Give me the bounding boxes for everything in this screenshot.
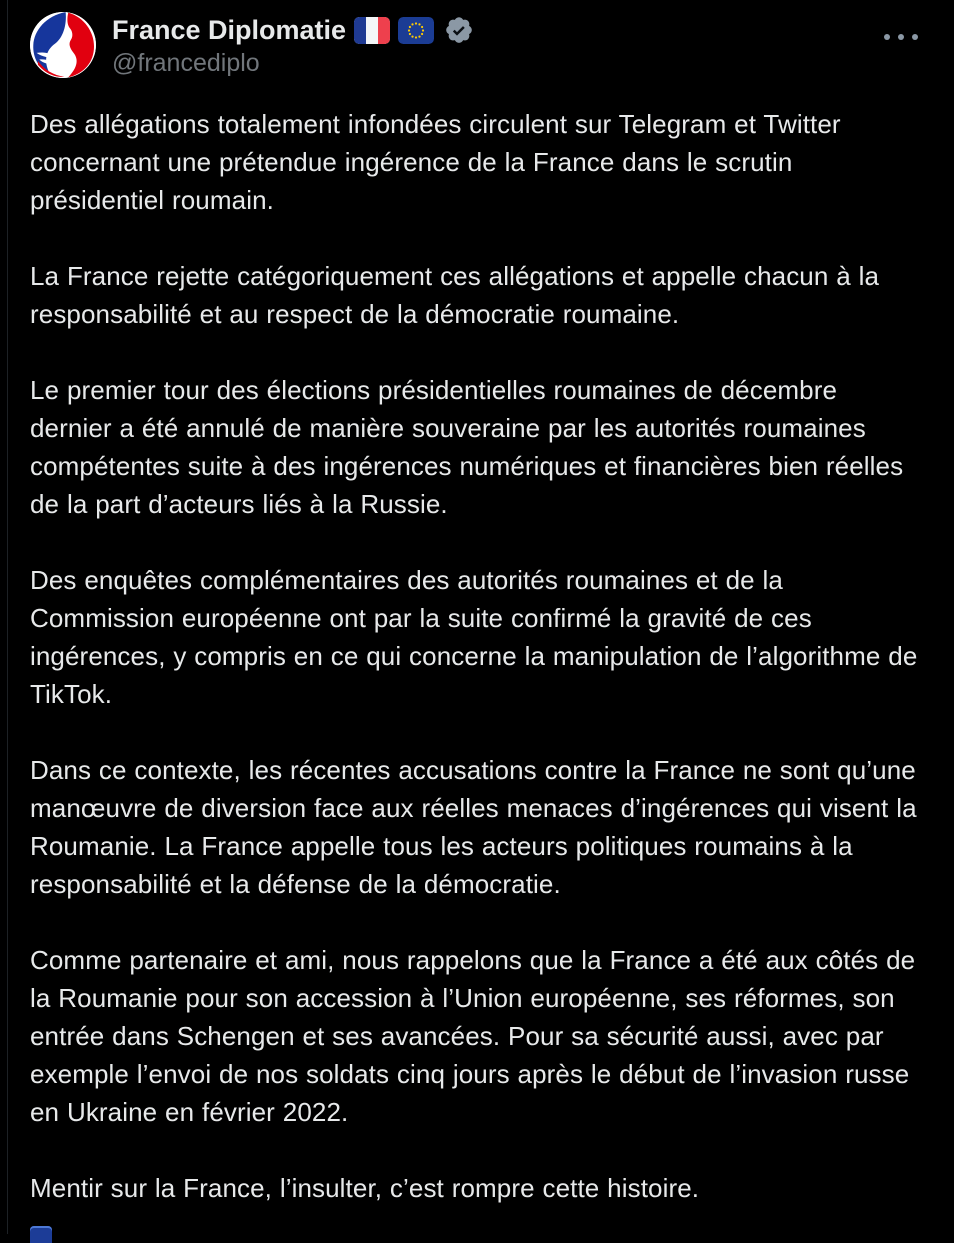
verified-badge-icon [444,15,474,45]
avatar[interactable] [30,12,96,78]
tweet-paragraph: Des enquêtes complémentaires des autorités roumaines et de la Commission européenne ont par la suite confirmé la gravité de ces ingérences, y compris en ce qui concerne la manipulation de l’algorithme de TikTok. [30,565,918,709]
tweet-paragraph: Comme partenaire et ami, nous rappelons que la France a été aux côtés de la Roumanie pour son accession à l’Union européenne, ses réformes, son entrée dans Schengen et ses avancées. Pour sa sécurité aussi, avec par exemple l’envoi de nos soldats cinq jours après le début de l’invasion russe en Ukraine en février 2022. [30,945,916,1127]
fr-flag-emoji [354,17,390,44]
author-block [112,12,474,79]
tweet-paragraph: Le premier tour des élections présidentielles roumaines de décembre dernier a été annulé de manière souveraine par les autorités roumaines compétentes suite à des ingérences numériques et financières bien réelles de la part d’acteurs liés à la Russie. [30,375,904,519]
tweet-paragraph: Des allégations totalement infondées circulent sur Telegram et Twitter concernant une prétendue ingérence de la France dans le scrutin présidentiel roumain. [30,109,841,215]
tweet-header [30,12,926,79]
author-name-row[interactable] [112,14,474,46]
france-marianne-logo [30,12,96,78]
tweet-paragraph: La France rejette catégoriquement ces allégations et appelle chacun à la responsabilité et au respect de la démocratie roumaine. [30,261,880,329]
author-handle[interactable]: @francediplo [112,49,260,77]
tweet-paragraph: Mentir sur la France, l’insulter, c’est rompre cette histoire. [30,1173,700,1203]
author-name[interactable]: France Diplomatie [112,15,347,45]
eu-flag-emoji [398,17,434,44]
more-horizontal-icon [884,34,890,40]
tweet-paragraph: Dans ce contexte, les récentes accusations contre la France ne sont qu’une manœuvre de diversion face aux réelles menaces d’ingérences qui visent la Roumanie. La France appelle tous les acteurs politiques roumains à la responsabilité et la défense de la démocratie. [30,755,917,899]
more-menu-button[interactable] [880,24,922,50]
tweet-text [30,105,926,1207]
flag-emoji-partial [30,1226,52,1243]
